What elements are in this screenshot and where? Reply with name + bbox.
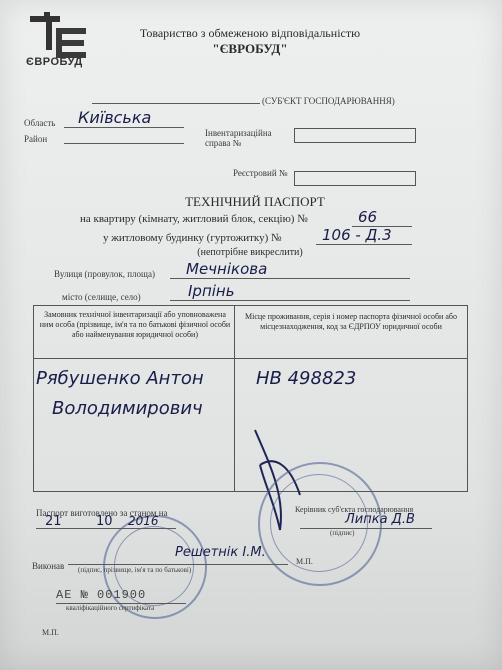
head-sub: (підпис) [330, 529, 355, 537]
subject-label: (СУБ'ЄКТ ГОСПОДАРЮВАННЯ) [262, 96, 395, 106]
date-year: 2016 [128, 514, 159, 528]
stamp-place-1: М.П. [296, 557, 313, 566]
inventory-label: Інвентаризаційна справа № [205, 128, 272, 148]
table-header-address: Місце проживання, серія і номер паспорта фізичної особи або місцезнаходження, код за ЄДРПОУ юридичної особи [245, 312, 457, 331]
street-label: Вулиця (провулок, площа) [54, 269, 155, 279]
executor-sub: (підпис, прізвище, ім'я та по батькові) [78, 566, 192, 574]
region-label: Область [24, 118, 56, 128]
register-label: Реєстровий № [233, 168, 288, 178]
stamp-place-2: М.П. [42, 628, 59, 637]
date-day: 21 [45, 514, 62, 529]
subject-head-label: Керівник суб'єкта господарювання [295, 505, 414, 514]
date-month: 10 [96, 514, 113, 529]
certificate-number: АЕ № 001900 [56, 588, 147, 602]
register-field [294, 171, 416, 186]
apartment-number: 66 [358, 208, 378, 226]
company-logo [26, 10, 94, 68]
certificate-label: кваліфікаційного сертифіката [66, 604, 155, 612]
customer-names: Володимирович [52, 398, 203, 419]
company-name-line1: Товариство з обмеженою відповідальністю [139, 26, 361, 40]
region-value: Київська [78, 108, 152, 127]
city-label: місто (селище, село) [62, 292, 141, 302]
made-label: Паспорт виготовлено за станом на [36, 508, 168, 518]
city-value: Ірпінь [188, 282, 235, 300]
street-value: Мечнікова [186, 260, 268, 278]
building-number: 106 - Д.3 [322, 226, 392, 244]
customer-passport: НВ 498823 [256, 368, 357, 389]
logo-text: ЄВРОБУД [26, 56, 83, 68]
title-note: (непотрібне викреслити) [197, 247, 303, 258]
table-header-customer: Замовник технічної інвентаризації або уповноважена ним особа (прізвище, ім'я та по батькові фізичної особи або найменування юридичної особи) [39, 310, 231, 339]
title-line1: на квартиру (кімнату, житловий блок, секцію) № [80, 213, 308, 225]
district-label: Район [24, 134, 48, 144]
executor-name: Решетнік І.М. [175, 545, 266, 560]
title-line2: у житловому будинку (гуртожитку) № [103, 232, 282, 244]
executor-label: Виконав [32, 561, 65, 571]
company-name-line2: "ЄВРОБУД" [212, 41, 288, 56]
customer-surname: Рябушенко Антон [36, 368, 204, 389]
document-title: ТЕХНІЧНИЙ ПАСПОРТ [185, 194, 325, 209]
inventory-field [294, 128, 416, 143]
head-name: Липка Д.В [345, 512, 415, 527]
